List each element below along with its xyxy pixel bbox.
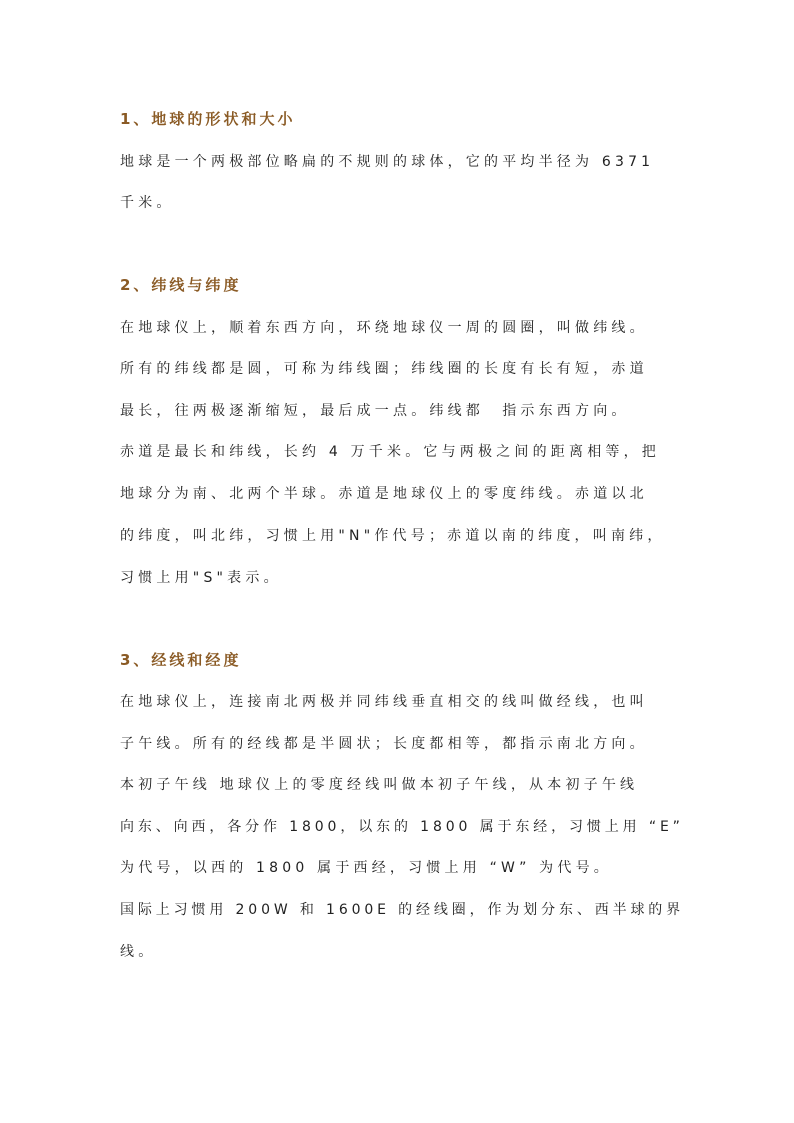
section-2-line-7: 习惯上用"S"表示。	[120, 570, 282, 586]
section-3-line-1: 在地球仪上，连接南北两极并同纬线垂直相交的线叫做经线，也叫	[120, 694, 648, 710]
section-2-heading: 2、纬线与纬度	[120, 276, 242, 294]
section-1-heading: 1、地球的形状和大小	[120, 110, 296, 128]
section-2-line-3: 最长，往两极逐渐缩短，最后成一点。纬线都 指示东西方向。	[120, 403, 630, 419]
section-2-line-5: 地球分为南、北两个半球。赤道是地球仪上的零度纬线。赤道以北	[120, 486, 648, 502]
section-3-line-4: 向东、向西，各分作 1800，以东的 1800 属于东经，习惯上用 “E”	[120, 819, 684, 835]
section-3-line-3: 本初子午线 地球仪上的零度经线叫做本初子午线，从本初子午线	[120, 777, 639, 793]
section-1-line-1: 地球是一个两极部位略扁的不规则的球体，它的平均半径为 6371	[120, 154, 655, 170]
section-3-line-6: 国际上习惯用 200W 和 1600E 的经线圈，作为划分东、西半球的界	[120, 902, 685, 918]
section-3-line-7: 线。	[120, 944, 157, 960]
section-2-line-1: 在地球仪上，顺着东西方向，环绕地球仪一周的圆圈，叫做纬线。	[120, 320, 648, 336]
section-2-line-2: 所有的纬线都是圆，可称为纬线圈；纬线圈的长度有长有短，赤道	[120, 361, 648, 377]
section-3-line-2: 子午线。所有的经线都是半圆状；长度都相等，都指示南北方向。	[120, 736, 648, 752]
section-3-heading: 3、经线和经度	[120, 651, 242, 669]
section-2-line-6: 的纬度，叫北纬，习惯上用"N"作代号；赤道以南的纬度，叫南纬，	[120, 528, 666, 544]
section-1-line-2: 千米。	[120, 195, 175, 211]
section-2-line-4: 赤道是最长和纬线，长约 4 万千米。它与两极之间的距离相等，把	[120, 444, 661, 460]
section-3-line-5: 为代号，以西的 1800 属于西经，习惯上用 “W” 为代号。	[120, 860, 612, 876]
